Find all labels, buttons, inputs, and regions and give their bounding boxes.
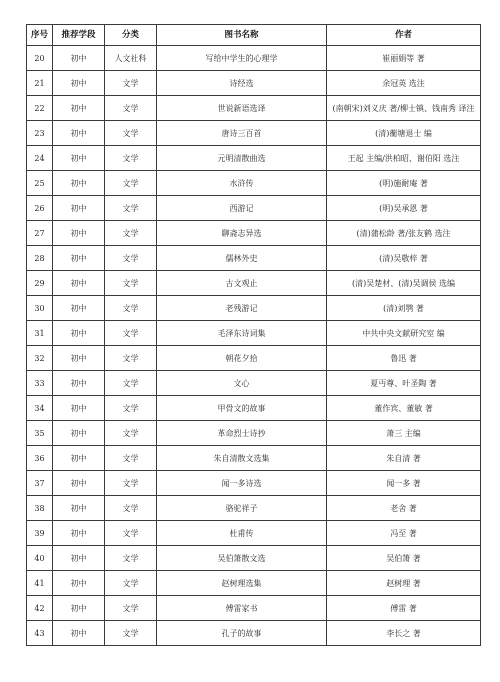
table-header-row: [27, 25, 481, 46]
table-row: [27, 346, 481, 371]
cell-category: 文学: [105, 146, 157, 171]
cell-number: 21: [27, 71, 53, 96]
cell-author: 中共中央文献研究室 编: [327, 321, 481, 346]
cell-stage: 初中: [53, 546, 105, 571]
cell-book-title: 老残游记: [157, 296, 327, 321]
table-row: [27, 46, 481, 71]
cell-book-title: 朝花夕拾: [157, 346, 327, 371]
cell-stage: 初中: [53, 196, 105, 221]
cell-book-title: 西游记: [157, 196, 327, 221]
cell-stage: 初中: [53, 571, 105, 596]
cell-category: 文学: [105, 71, 157, 96]
header-number: 序号: [27, 25, 53, 46]
table-row: [27, 621, 481, 646]
cell-category: 文学: [105, 571, 157, 596]
cell-category: 文学: [105, 121, 157, 146]
cell-author: 傅雷 著: [327, 596, 481, 621]
cell-author: 余冠英 选注: [327, 71, 481, 96]
cell-book-title: 骆驼祥子: [157, 496, 327, 521]
cell-stage: 初中: [53, 296, 105, 321]
cell-category: 文学: [105, 296, 157, 321]
cell-stage: 初中: [53, 521, 105, 546]
cell-author: (清)蒲松龄 著/张友鹤 选注: [327, 221, 481, 246]
cell-author: 冯至 著: [327, 521, 481, 546]
cell-author: (清)吴敬梓 著: [327, 246, 481, 271]
cell-category: 文学: [105, 596, 157, 621]
cell-author: 鲁迅 著: [327, 346, 481, 371]
cell-number: 41: [27, 571, 53, 596]
cell-author: 萧三 主编: [327, 421, 481, 446]
cell-number: 40: [27, 546, 53, 571]
cell-number: 32: [27, 346, 53, 371]
cell-category: 文学: [105, 471, 157, 496]
table-row: [27, 521, 481, 546]
cell-number: 29: [27, 271, 53, 296]
cell-category: 文学: [105, 271, 157, 296]
cell-stage: 初中: [53, 596, 105, 621]
cell-author: 李长之 著: [327, 621, 481, 646]
cell-author: 吴伯箫 著: [327, 546, 481, 571]
cell-author: 闻一多 著: [327, 471, 481, 496]
cell-number: 39: [27, 521, 53, 546]
table-row: [27, 221, 481, 246]
cell-author: (清)吴楚材、(清)吴调侯 选编: [327, 271, 481, 296]
cell-author: (清)蘅塘退士 编: [327, 121, 481, 146]
cell-book-title: 世说新语选译: [157, 96, 327, 121]
table-row: [27, 171, 481, 196]
cell-category: 文学: [105, 496, 157, 521]
cell-number: 43: [27, 621, 53, 646]
cell-category: 文学: [105, 546, 157, 571]
cell-number: 33: [27, 371, 53, 396]
cell-stage: 初中: [53, 471, 105, 496]
cell-number: 42: [27, 596, 53, 621]
cell-book-title: 毛泽东诗词集: [157, 321, 327, 346]
cell-book-title: 革命烈士诗抄: [157, 421, 327, 446]
cell-book-title: 甲骨文的故事: [157, 396, 327, 421]
cell-author: 老舍 著: [327, 496, 481, 521]
cell-stage: 初中: [53, 421, 105, 446]
table-row: [27, 296, 481, 321]
table-body: [27, 46, 481, 646]
cell-number: 27: [27, 221, 53, 246]
cell-category: 文学: [105, 346, 157, 371]
book-list-table: [26, 24, 481, 646]
table-row: [27, 121, 481, 146]
table-row: [27, 421, 481, 446]
table-row: [27, 196, 481, 221]
cell-author: 王起 主编/洪柏昭、谢伯阳 选注: [327, 146, 481, 171]
cell-stage: 初中: [53, 246, 105, 271]
cell-category: 文学: [105, 371, 157, 396]
cell-book-title: 赵树理选集: [157, 571, 327, 596]
header-book-title: 图书名称: [157, 25, 327, 46]
cell-author: (南朝宋)刘义庆 著/柳士镇、钱南秀 译注: [327, 96, 481, 121]
cell-author: 夏丏尊、叶圣陶 著: [327, 371, 481, 396]
table-row: [27, 571, 481, 596]
table-row: [27, 546, 481, 571]
cell-author: 崔丽娟等 著: [327, 46, 481, 71]
cell-book-title: 诗经选: [157, 71, 327, 96]
cell-stage: 初中: [53, 371, 105, 396]
cell-book-title: 元明清散曲选: [157, 146, 327, 171]
cell-number: 38: [27, 496, 53, 521]
cell-book-title: 朱自清散文选集: [157, 446, 327, 471]
cell-number: 37: [27, 471, 53, 496]
cell-stage: 初中: [53, 146, 105, 171]
cell-number: 20: [27, 46, 53, 71]
header-author: 作者: [327, 25, 481, 46]
cell-category: 文学: [105, 196, 157, 221]
header-category: 分类: [105, 25, 157, 46]
table-row: [27, 496, 481, 521]
cell-stage: 初中: [53, 346, 105, 371]
table-row: [27, 246, 481, 271]
table-row: [27, 596, 481, 621]
table-row: [27, 371, 481, 396]
cell-category: 文学: [105, 421, 157, 446]
cell-author: (明)吴承恩 著: [327, 196, 481, 221]
cell-stage: 初中: [53, 496, 105, 521]
cell-category: 文学: [105, 621, 157, 646]
table-row: [27, 146, 481, 171]
cell-number: 34: [27, 396, 53, 421]
cell-number: 31: [27, 321, 53, 346]
cell-category: 人文社科: [105, 46, 157, 71]
cell-category: 文学: [105, 521, 157, 546]
cell-stage: 初中: [53, 46, 105, 71]
cell-book-title: 写给中学生的心理学: [157, 46, 327, 71]
cell-category: 文学: [105, 221, 157, 246]
cell-author: (清)刘鹗 著: [327, 296, 481, 321]
cell-book-title: 聊斋志异选: [157, 221, 327, 246]
cell-book-title: 唐诗三百首: [157, 121, 327, 146]
table-row: [27, 71, 481, 96]
cell-category: 文学: [105, 321, 157, 346]
cell-number: 26: [27, 196, 53, 221]
cell-stage: 初中: [53, 321, 105, 346]
cell-stage: 初中: [53, 96, 105, 121]
cell-number: 30: [27, 296, 53, 321]
cell-number: 36: [27, 446, 53, 471]
table-row: [27, 396, 481, 421]
cell-number: 23: [27, 121, 53, 146]
table-row: [27, 321, 481, 346]
table-row: [27, 271, 481, 296]
cell-number: 28: [27, 246, 53, 271]
cell-category: 文学: [105, 246, 157, 271]
cell-stage: 初中: [53, 121, 105, 146]
cell-category: 文学: [105, 171, 157, 196]
cell-book-title: 文心: [157, 371, 327, 396]
table-row: [27, 471, 481, 496]
cell-author: 朱自清 著: [327, 446, 481, 471]
cell-author: 赵树理 著: [327, 571, 481, 596]
cell-category: 文学: [105, 96, 157, 121]
cell-book-title: 闻一多诗选: [157, 471, 327, 496]
cell-category: 文学: [105, 446, 157, 471]
cell-stage: 初中: [53, 71, 105, 96]
cell-stage: 初中: [53, 396, 105, 421]
cell-author: 董作宾、董敏 著: [327, 396, 481, 421]
table-row: [27, 96, 481, 121]
table-row: [27, 446, 481, 471]
cell-book-title: 傅雷家书: [157, 596, 327, 621]
cell-stage: 初中: [53, 621, 105, 646]
cell-book-title: 吴伯箫散文选: [157, 546, 327, 571]
cell-stage: 初中: [53, 446, 105, 471]
cell-book-title: 孔子的故事: [157, 621, 327, 646]
cell-stage: 初中: [53, 271, 105, 296]
cell-stage: 初中: [53, 221, 105, 246]
cell-number: 22: [27, 96, 53, 121]
cell-number: 25: [27, 171, 53, 196]
cell-author: (明)施耐庵 著: [327, 171, 481, 196]
cell-number: 35: [27, 421, 53, 446]
cell-book-title: 古文观止: [157, 271, 327, 296]
cell-book-title: 水浒传: [157, 171, 327, 196]
cell-category: 文学: [105, 396, 157, 421]
cell-number: 24: [27, 146, 53, 171]
cell-stage: 初中: [53, 171, 105, 196]
cell-book-title: 杜甫传: [157, 521, 327, 546]
cell-book-title: 儒林外史: [157, 246, 327, 271]
header-stage: 推荐学段: [53, 25, 105, 46]
